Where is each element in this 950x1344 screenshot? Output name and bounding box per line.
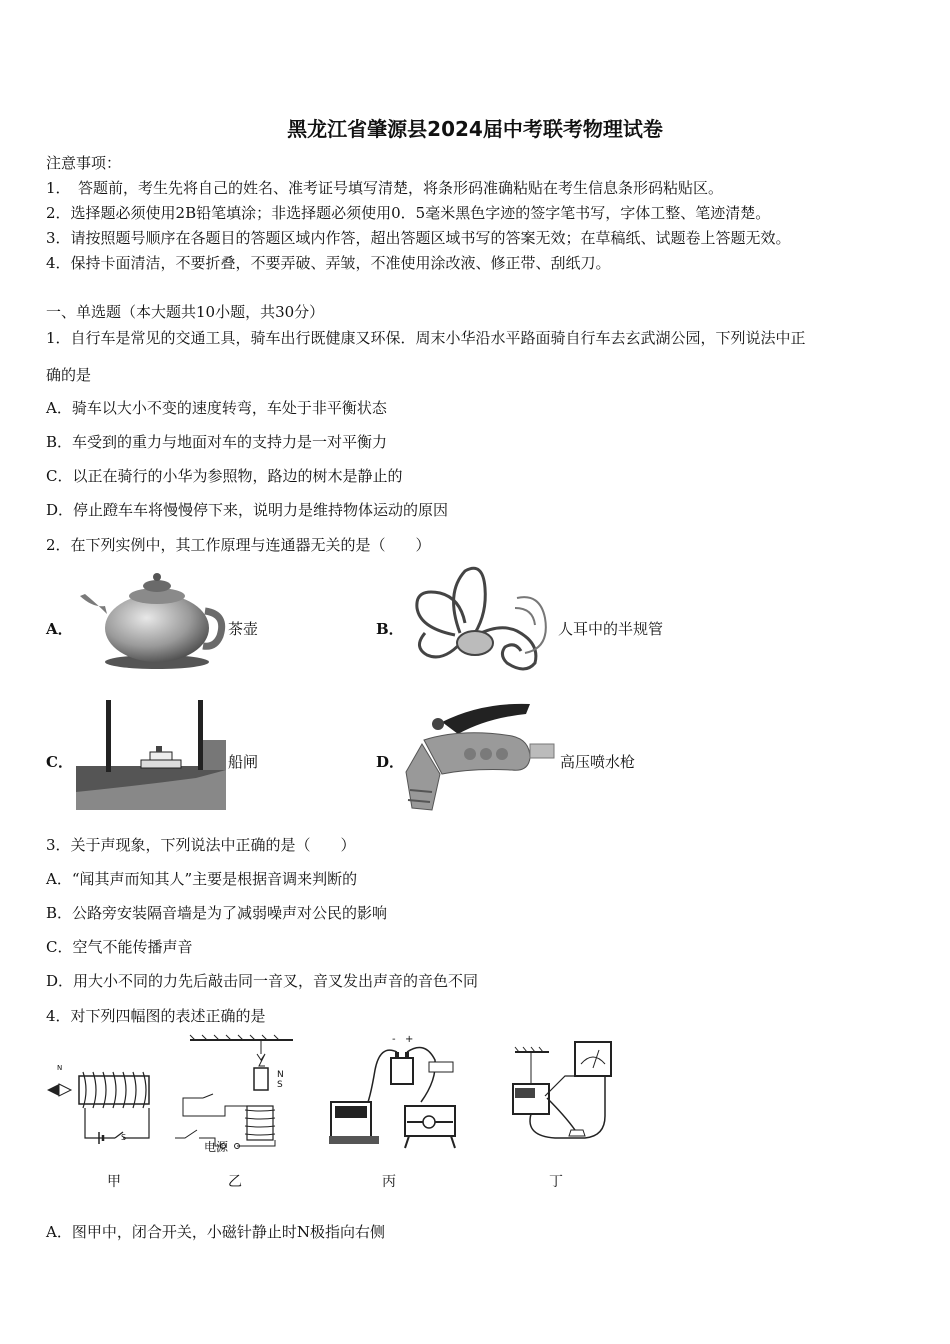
- q2-option-a-letter: A．: [46, 620, 73, 638]
- page-title: 黑龙江省肇源县2024届中考联考物理试卷: [287, 117, 663, 141]
- fig-yi-s-label: S: [277, 1080, 283, 1090]
- q2-option-d-label: 高压喷水枪: [560, 753, 636, 771]
- q2-stem: 2．在下列实例中，其工作原理与连通器无关的是（ ）: [46, 536, 431, 554]
- notice-item-3: 3．请按照题号顺序在各题目的答题区域内作答，超出答题区域书写的答案无效；在草稿纸、试题卷上答题无效。: [46, 229, 791, 247]
- fig-bing-plus-label: +: [405, 1034, 414, 1045]
- q3-option-c: C．空气不能传播声音: [46, 938, 193, 956]
- water-gun-image: [402, 700, 562, 812]
- q2-option-a-label: 茶壶: [228, 620, 259, 638]
- figure-label-yi: 乙: [228, 1174, 242, 1190]
- q3-option-d: D．用大小不同的力先后敲击同一音叉，音叉发出声音的音色不同: [46, 972, 479, 990]
- figure-bing-motor: [325, 1040, 465, 1152]
- figure-jia-solenoid: [45, 1062, 155, 1144]
- q2-option-c-label: 船闸: [228, 753, 259, 771]
- fig-bing-minus-label: -: [392, 1034, 396, 1045]
- q3-option-a: A．“闻其声而知其人”主要是根据音调来判断的: [46, 870, 358, 888]
- fig-jia-n-label: N: [57, 1064, 63, 1072]
- q1-option-d: D．停止蹬车车将慢慢停下来，说明力是维持物体运动的原因: [46, 501, 449, 519]
- q1-option-c: C．以正在骑行的小华为参照物，路边的树木是静止的: [46, 467, 403, 485]
- q2-option-d-letter: D．: [376, 753, 405, 771]
- q1-option-b: B．车受到的重力与地面对车的支持力是一对平衡力: [46, 433, 388, 451]
- section-heading: 一、单选题（本大题共10小题，共30分）: [46, 303, 325, 321]
- notice-item-4: 4．保持卡面清洁，不要折叠，不要弄破、弄皱，不准使用涂改液、修正带、刮纸刀。: [46, 254, 611, 272]
- q2-option-c-letter: C．: [46, 753, 73, 771]
- q2-option-b-label: 人耳中的半规管: [558, 620, 664, 638]
- q1-option-a: A．骑车以大小不变的速度转弯，车处于非平衡状态: [46, 399, 387, 417]
- semicircular-canal-image: [405, 563, 555, 673]
- fig-yi-n-label: N: [277, 1070, 284, 1080]
- ship-lock-image: [76, 700, 226, 810]
- notice-heading: 注意事项：: [46, 154, 122, 172]
- q1-stem-line2: 确的是: [46, 366, 92, 384]
- q4-stem: 4．对下列四幅图的表述正确的是: [46, 1007, 266, 1025]
- notice-item-1: 1． 答题前，考生先将自己的姓名、准考证号填写清楚，将条形码准确粘贴在考生信息条形码粘贴区。: [46, 179, 724, 197]
- figure-yi-relay: [175, 1034, 300, 1156]
- figure-label-bing: 丙: [382, 1174, 396, 1190]
- q1-stem-line1: 1．自行车是常见的交通工具，骑车出行既健康又环保．周末小华沿水平路面骑自行车去玄武湖公园，下列说法中正: [46, 329, 806, 347]
- figure-label-ding: 丁: [549, 1174, 563, 1190]
- q3-stem: 3．关于声现象，下列说法中正确的是（ ）: [46, 836, 356, 854]
- figure-ding-generator: [505, 1036, 617, 1146]
- fig-jia-s-label: S: [121, 1133, 127, 1142]
- q4-option-a: A．图甲中，闭合开关，小磁针静止时N极指向右侧: [46, 1223, 385, 1241]
- q3-option-b: B．公路旁安装隔音墙是为了减弱噪声对公民的影响: [46, 904, 388, 922]
- figure-label-jia: 甲: [107, 1174, 121, 1190]
- q2-option-b-letter: B．: [376, 620, 404, 638]
- teapot-image: [75, 566, 225, 670]
- notice-item-2: 2．选择题必须使用2B铅笔填涂；非选择题必须使用0．5毫米黑色字迹的签字笔书写，字体工整、笔迹清楚。: [46, 204, 771, 222]
- fig-yi-power-label: 电源: [204, 1140, 229, 1154]
